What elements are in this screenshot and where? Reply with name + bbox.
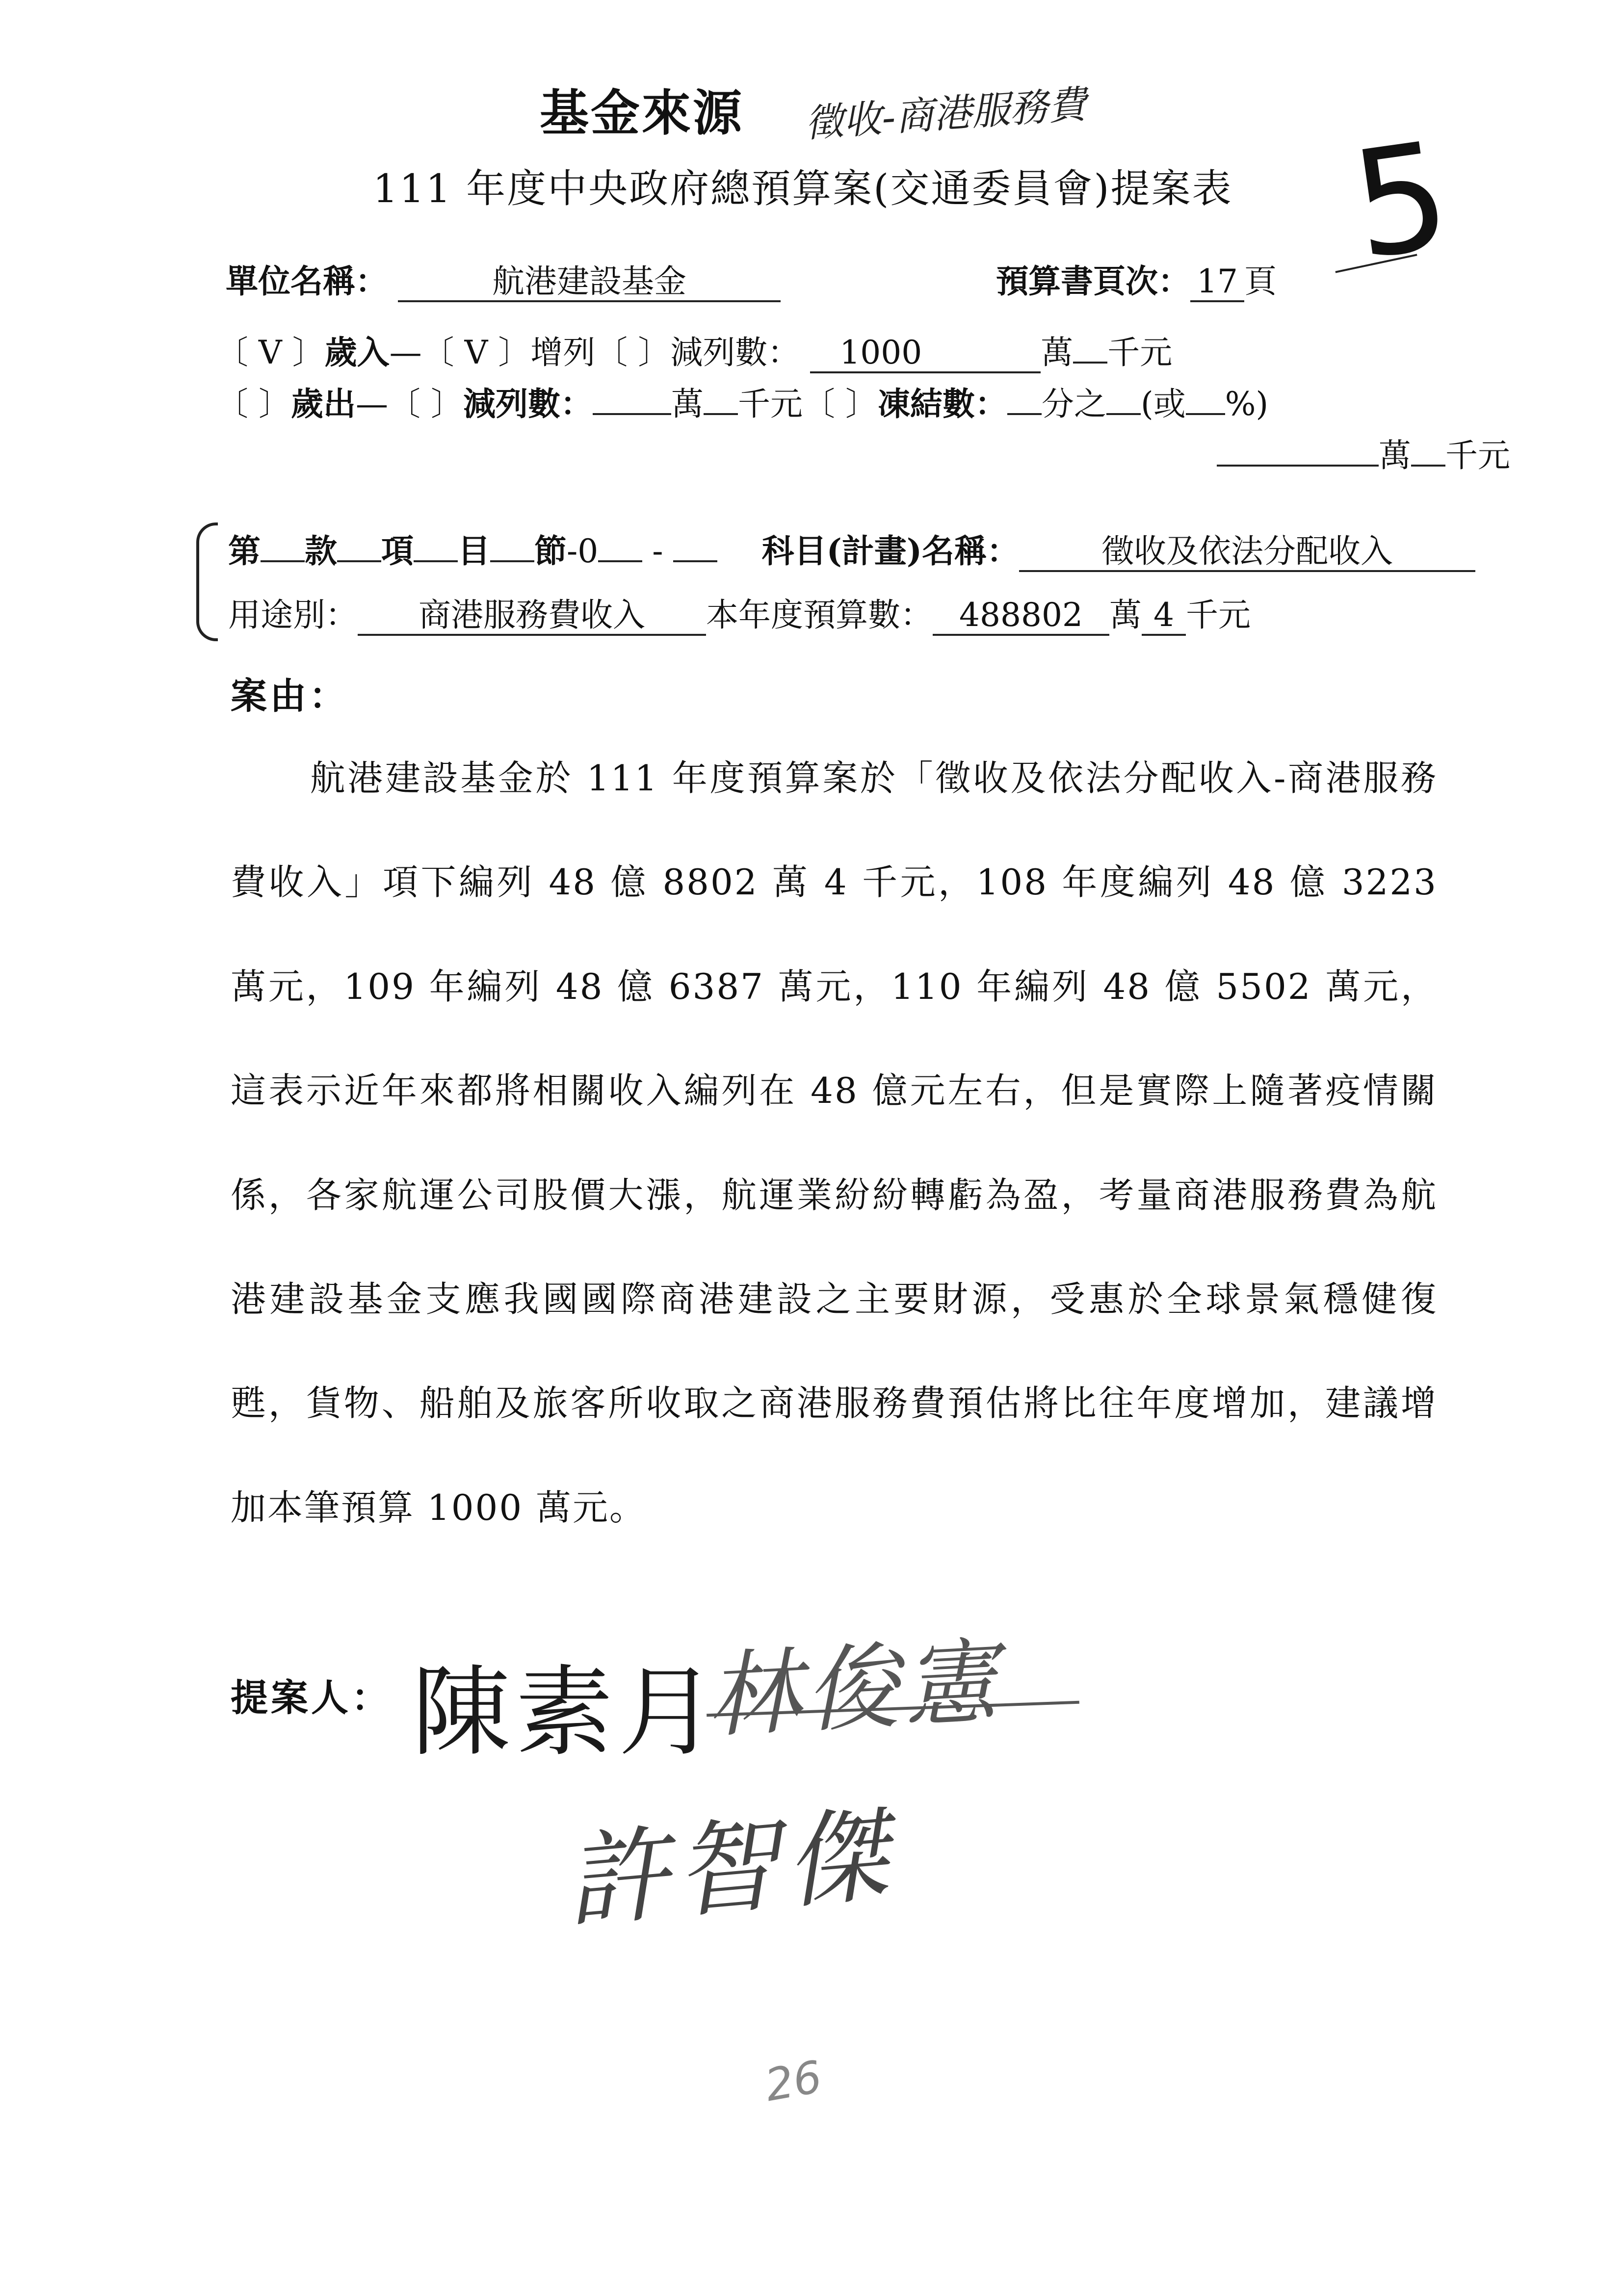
- jie-tail-blank: [598, 560, 642, 562]
- page-subtitle: 111 年度中央政府總預算案(交通委員會)提案表: [373, 166, 1233, 211]
- increase-checkbox: 〔 V 〕: [421, 334, 531, 371]
- signature-3: 許智傑: [560, 1794, 899, 1943]
- page-ref-value: 17: [1190, 263, 1244, 302]
- page-ref-label: 預算書頁次：: [996, 262, 1190, 300]
- use-value: 商港服務費收入: [358, 597, 706, 636]
- budget-qian: 千元: [1186, 596, 1251, 634]
- kuan-blank: [261, 560, 305, 562]
- item-kuan: 款: [305, 532, 337, 570]
- expense-decrease-label: 減列數：: [463, 385, 593, 423]
- freeze-checkbox: 〔 〕: [802, 385, 878, 423]
- budget-label: 本年度預算數：: [706, 596, 933, 634]
- revenue-qian-blank: [1073, 362, 1107, 364]
- freeze-label: 凍結數：: [877, 385, 1007, 423]
- mu-blank: [414, 560, 458, 562]
- freeze-percent: %): [1225, 385, 1269, 423]
- reason-text: 航港建設基金於 111 年度預算案於「徵收及依法分配收入-商港服務費收入」項下編列 48 億 8802 萬 4 千元，108 年度編列 48 億 3223 萬元，109 年編列 48 億 6387 萬元，110 年編列 48 億 5502 萬元，這表示近年來都將相關收入編列在 48 億元左右，但是實際上隨著疫情關係，各家航運公司股價大漲，航運業紛紛轉虧為盈，考量商港服務費為航港建設基金支應我國國際商港建設之主要財源，受惠於全球景氣穩健復甦，貨物、船舶及旅客所收取之商港服務費預估將比往年度增加，建議增加本筆預算 1000 萬元。: [231, 757, 1438, 1528]
- decrease-label: 減列數：: [670, 334, 800, 371]
- revenue-label: 歲入: [324, 333, 390, 371]
- freeze-wan: 萬: [1379, 437, 1411, 474]
- xiang-blank: [337, 560, 381, 562]
- freeze-amount-line: [1217, 429, 1510, 476]
- freeze-or: (或: [1140, 385, 1186, 423]
- budget-wan: 萬: [1109, 596, 1142, 634]
- expense-line: [216, 378, 1268, 424]
- item-di: 第: [228, 532, 261, 570]
- revenue-line: [216, 326, 1172, 373]
- handwritten-note: 徵收-商港服務費: [804, 82, 1088, 146]
- expense-qian-blank: [704, 413, 738, 415]
- revenue-checkbox: 〔 V 〕: [216, 334, 325, 371]
- expense-wan: 萬: [671, 385, 704, 423]
- item-line: [228, 525, 1475, 572]
- freeze-qian-blank: [1411, 465, 1445, 467]
- budget-value: 488802: [933, 597, 1109, 636]
- freeze-fraction: 分之: [1041, 385, 1106, 423]
- revenue-dash: —: [389, 334, 422, 371]
- expense-checkbox: 〔 〕: [216, 385, 291, 423]
- expense-decrease-checkbox: 〔 〕: [388, 385, 463, 423]
- item-bracket: [196, 522, 218, 641]
- item-mu: 目: [458, 532, 490, 570]
- sep-tail-blank: [673, 560, 717, 562]
- handwritten-page-number: 26: [761, 2051, 826, 2112]
- revenue-qian: 千元: [1107, 334, 1173, 371]
- revenue-wan: 萬: [1041, 334, 1074, 371]
- item-jie-value: -0: [567, 532, 599, 570]
- budget-qian-value: 4: [1142, 597, 1186, 636]
- unit-label: 單位名稱：: [226, 262, 388, 300]
- unit-value: 航港建設基金: [398, 263, 781, 302]
- expense-wan-blank: [593, 413, 671, 415]
- freeze-qian: 千元: [1445, 437, 1510, 474]
- signature-1: 陳素月: [412, 1655, 722, 1770]
- freeze-numerator-blank: [1106, 413, 1141, 415]
- use-line: [228, 589, 1251, 636]
- page-ref-suffix: 頁: [1244, 262, 1277, 300]
- unit-row: [226, 255, 781, 302]
- item-jie: 節: [534, 532, 567, 570]
- revenue-amount: 1000: [810, 334, 1041, 373]
- expense-dash: —: [355, 385, 388, 423]
- subject-value: 徵收及依法分配收入: [1019, 533, 1475, 572]
- signature-2: 林俊憲: [704, 1627, 1004, 1751]
- expense-qian: 千元: [737, 385, 803, 423]
- increase-label: 增列: [530, 334, 596, 371]
- proposer-label: 提案人：: [231, 1676, 392, 1720]
- use-label: 用途別：: [228, 596, 358, 634]
- expense-label: 歲出: [290, 385, 356, 423]
- freeze-denominator-blank: [1007, 413, 1042, 415]
- page-ref-row: [996, 255, 1277, 302]
- decrease-checkbox: 〔 〕: [595, 334, 671, 371]
- reason-label: 案由：: [231, 675, 348, 717]
- reason-paragraph: [231, 726, 1438, 1560]
- item-sep: -: [652, 532, 663, 570]
- jie-blank: [490, 560, 534, 562]
- subject-label: 科目(計畫)名稱：: [761, 532, 1020, 570]
- freeze-percent-blank: [1186, 413, 1225, 415]
- freeze-wan-blank: [1217, 465, 1379, 467]
- item-xiang: 項: [381, 532, 414, 570]
- corner-number: 5: [1342, 109, 1460, 292]
- page-title: 基金來源: [540, 84, 744, 142]
